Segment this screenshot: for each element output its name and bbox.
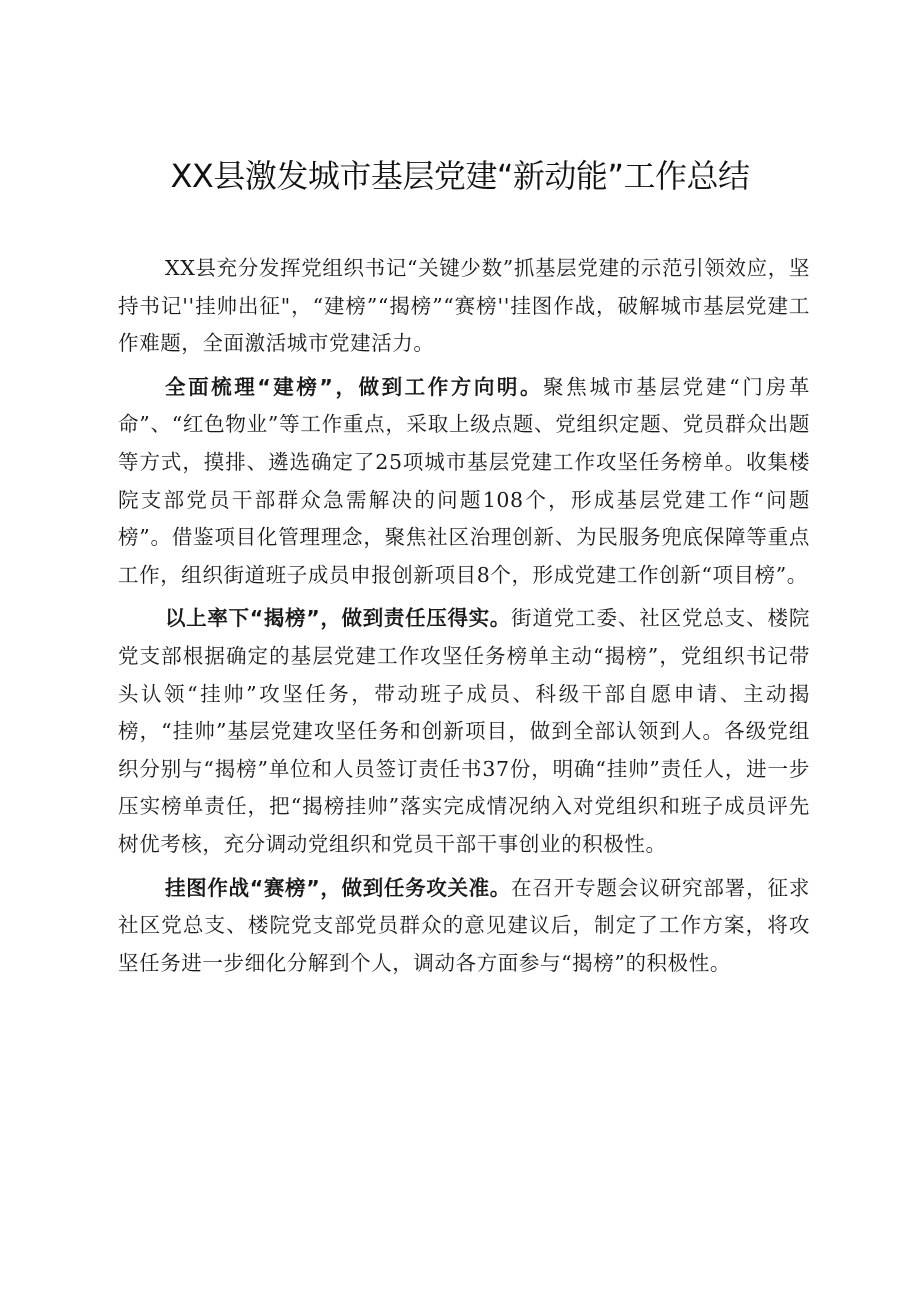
section-paragraph-race-list	[118, 870, 810, 983]
section-lead: 挂图作战“赛榜”，做到任务攻关准。	[165, 875, 511, 900]
intro-paragraph: XX县充分发挥党组织书记“关键少数”抓基层党建的示范引领效应，坚持书记''挂帅出征"，“建榜”“揭榜”“赛榜''挂图作战，破解城市基层党建工作难题，全面激活城市党建活力。	[118, 256, 810, 356]
document-title: XX县激发城市基层党建“新动能”工作总结	[170, 157, 750, 195]
section-paragraph-build-list	[118, 369, 810, 595]
section-text: 街道党工委、社区党总支、楼院党支部根据确定的基层党建工作攻坚任务榜单主动“揭榜”，党组织书记带头认领“挂帅”攻坚任务，带动班子成员、科级干部自愿申请、主动揭榜，“挂帅”基层党建攻坚任务和创新项目，做到全部认领到人。各级党组织分别与“揭榜”单位和人员签订责任书37份，明确“挂帅”责任人，进一步压实榜单责任，把“揭榜挂帅”落实完成情况纳入对党组织和班子成员评先树优考核，充分调动党组织和党员干部干事创业的积极性。	[118, 606, 810, 856]
section-text: 聚焦城市基层党建“门房革命”、“红色物业”等工作重点，采取上级点题、党组织定题、党员群众出题等方式，摸排、遴选确定了25项城市基层党建工作攻坚任务榜单。收集楼院支部党员干部群众急需解决的问题108个，形成基层党建工作“问题榜”。借鉴项目化管理理念，聚焦社区治理创新、为民服务兜底保障等重点工作，组织街道班子成员申报创新项目8个，形成党建工作创新“项目榜”。	[118, 374, 810, 587]
document-body	[118, 250, 810, 982]
section-lead: 以上率下“揭榜”，做到责任压得实。	[165, 606, 511, 631]
section-text: 在召开专题会议研究部署，征求社区党总支、楼院党支部党员群众的意见建议后，制定了工作方案，将攻坚任务进一步细化分解到个人，调动各方面参与“揭榜”的积极性。	[118, 875, 810, 975]
section-paragraph-take-list	[118, 600, 810, 863]
section-lead: 全面梳理“建榜”，做到工作方向明。	[165, 374, 544, 399]
